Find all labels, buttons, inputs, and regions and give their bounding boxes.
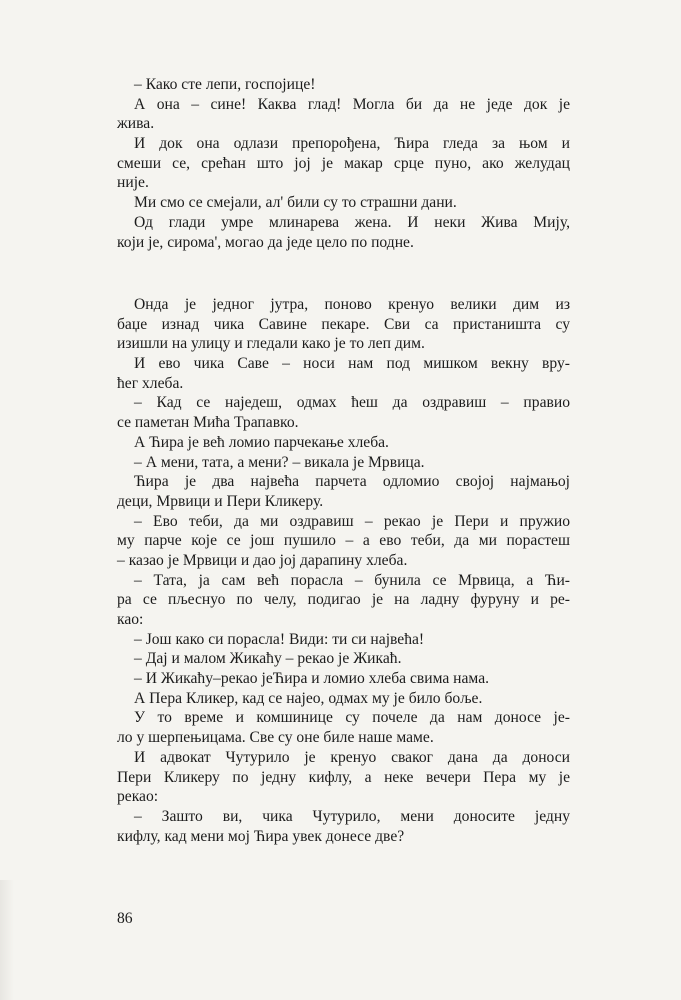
text-line: ћег хлеба. — [117, 374, 184, 392]
text-line: – Тата, ја сам већ порасла – бунила се Мрвица, а Ћи- — [134, 571, 570, 589]
text-line: – Ево теби, да ми оздравиш – рекао је Пери и пружио — [134, 512, 570, 530]
text-line: који је, сирома', могао да једе цело по подне. — [117, 233, 414, 251]
text-line: Ми смо се смејали, ал' били су то страшни дани. — [134, 194, 457, 212]
text-line: изишли на улицу и гледали како је то леп дим. — [117, 335, 425, 353]
text-line: баџе изнад чика Савине пекаре. Сви са пристаништа су — [117, 315, 570, 333]
text-section-lower — [117, 295, 570, 846]
text-line: му парче које се још пушило – а ево теби, да ми порастеш — [117, 532, 570, 550]
text-line: деци, Мрвици и Пери Кликеру. — [117, 492, 324, 510]
text-line: није. — [117, 174, 149, 192]
text-line: А она – сине! Каква глад! Могла би да не једе док је — [134, 95, 570, 113]
text-line: – И Жикаћу–рекао јеЋира и ломио хлеба свима нама. — [134, 670, 490, 688]
text-line: – Дај и малом Жикаћу – рекао је Жикаћ. — [134, 650, 402, 668]
text-line: У то време и комшинице су почеле да нам доносе је- — [134, 709, 570, 727]
text-line: ло у шерпењицама. Све су оне биле наше маме. — [117, 729, 434, 747]
text-line: – казао је Мрвици и дао јој дарапину хлеба. — [117, 551, 408, 569]
text-line: ра се пљеснуо по челу, подигао је на ладну фуруну и ре- — [117, 591, 570, 609]
text-line: Од глади умре млинарева жена. И неки Жива Мију, — [134, 213, 570, 231]
text-line: – А мени, тата, а мени? – викала је Мрвица. — [134, 453, 425, 471]
text-line: смеши се, срећан што јој је макар срце пуно, ако желудац — [117, 154, 570, 172]
text-line: – Како сте лепи, госпојице! — [134, 76, 316, 93]
text-line: И адвокат Чутурило је кренуо сваког дана да доноси — [134, 748, 570, 766]
text-line: Пери Кликеру по једну кифлу, а неке вечери Пера му је — [117, 768, 570, 786]
text-section-upper — [117, 75, 570, 252]
text-line: – Зашто ви, чика Чутурило, мени доносите једну — [134, 807, 570, 825]
text-line: Онда је једног јутра, поново кренуо велики дим из — [134, 296, 570, 313]
text-line: – Још како си порасла! Види: ти си највећа! — [134, 630, 425, 648]
text-line: рекао: — [117, 788, 159, 806]
text-line: – Кад се наједеш, одмах ћеш да оздравиш – правио — [134, 394, 570, 412]
text-line: Ћира је два највећа парчета одломио својој најмањој — [134, 473, 570, 491]
page-number: 86 — [117, 910, 133, 927]
text-line: се паметан Мића Трапавко. — [117, 414, 299, 432]
text-line: А Пера Кликер, кад се најео, одмах му је било боље. — [134, 689, 483, 707]
text-line: кифлу, кад мени мој Ћира увек донесе две? — [117, 827, 405, 845]
text-line: И док она одлази препорођена, Ћира гледа за њом и — [134, 135, 570, 153]
text-line: И ево чика Саве – носи нам под мишком векну вру- — [134, 355, 570, 373]
text-line: жива. — [117, 115, 155, 133]
text-line: као: — [117, 611, 144, 628]
page-edge-shadow — [0, 880, 14, 1000]
text-line: А Ћира је већ ломио парчекање хлеба. — [134, 433, 389, 451]
